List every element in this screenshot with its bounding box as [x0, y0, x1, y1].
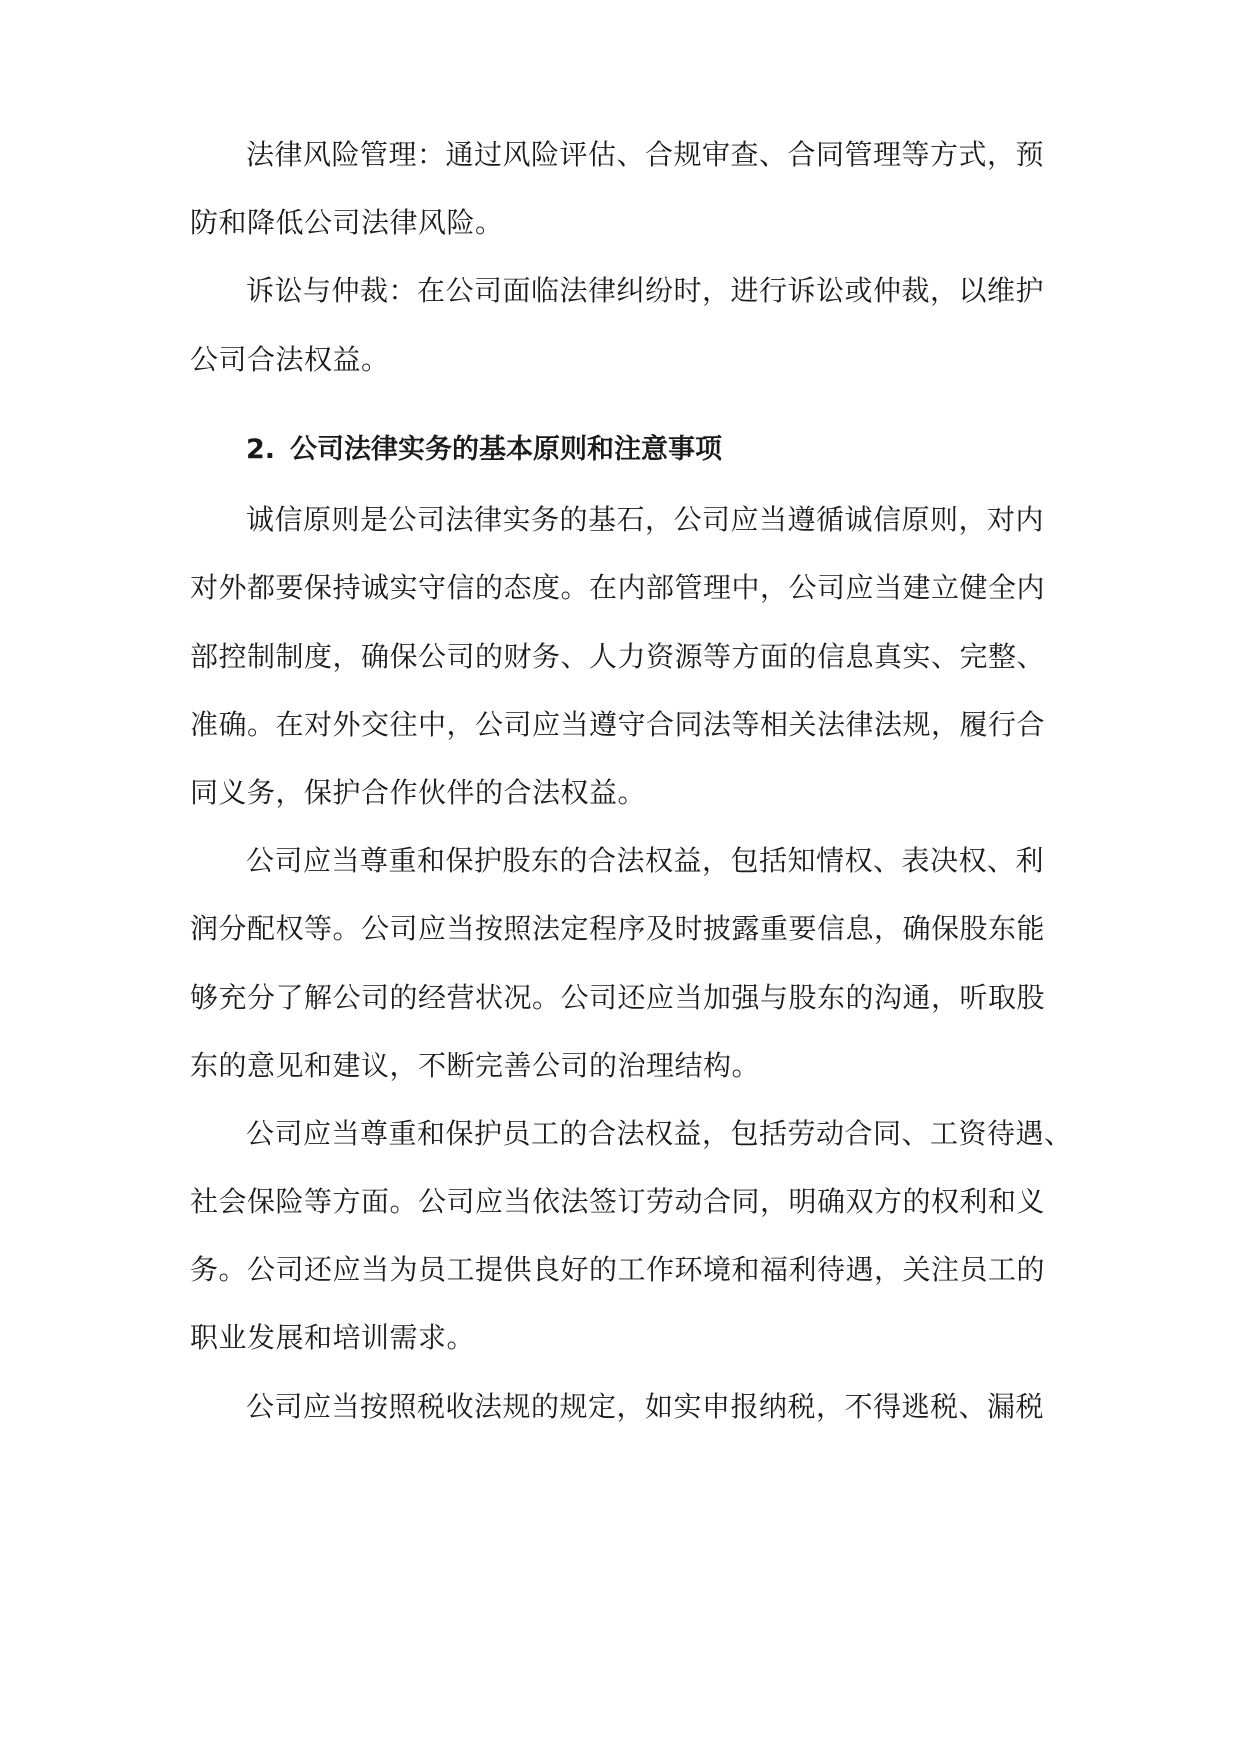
paragraph-line: 够充分了解公司的经营状况。公司还应当加强与股东的沟通，听取股: [190, 981, 1046, 1014]
paragraph-line: 公司应当按照税收法规的规定，如实申报纳税，不得逃税、漏税: [246, 1390, 1045, 1423]
section-heading: [246, 430, 722, 470]
paragraph-line: 准确。在对外交往中，公司应当遵守合同法等相关法律法规，履行合: [190, 708, 1046, 741]
section-heading-text: 公司法律实务的基本原则和注意事项: [290, 434, 722, 465]
paragraph-line: 同义务，保护合作伙伴的合法权益。: [190, 776, 647, 809]
paragraph-line: 诉讼与仲裁：在公司面临法律纠纷时，进行诉讼或仲裁，以维护: [246, 274, 1045, 307]
paragraph-line: 防和降低公司法律风险。: [190, 206, 504, 239]
paragraph-line: 公司应当尊重和保护股东的合法权益，包括知情权、表决权、利: [246, 844, 1045, 877]
paragraph-line: 东的意见和建议，不断完善公司的治理结构。: [190, 1049, 761, 1082]
paragraph-line: 部控制制度，确保公司的财务、人力资源等方面的信息真实、完整、: [190, 640, 1046, 673]
section-heading-number: 2.: [246, 434, 276, 465]
paragraph-line: 法律风险管理：通过风险评估、合规审查、合同管理等方式，预: [246, 138, 1045, 171]
paragraph-line: 公司合法权益。: [190, 343, 390, 376]
paragraph-line: 务。公司还应当为员工提供良好的工作环境和福利待遇，关注员工的: [190, 1253, 1046, 1286]
paragraph-line: 公司应当尊重和保护员工的合法权益，包括劳动合同、工资待遇、: [246, 1117, 1073, 1150]
paragraph-line: 润分配权等。公司应当按照法定程序及时披露重要信息，确保股东能: [190, 912, 1046, 945]
paragraph-line: 诚信原则是公司法律实务的基石，公司应当遵循诚信原则，对内: [246, 503, 1045, 536]
paragraph-line: 对外都要保持诚实守信的态度。在内部管理中，公司应当建立健全内: [190, 571, 1046, 604]
paragraph-line: 职业发展和培训需求。: [190, 1321, 476, 1354]
paragraph-line: 社会保险等方面。公司应当依法签订劳动合同，明确双方的权利和义: [190, 1185, 1046, 1218]
